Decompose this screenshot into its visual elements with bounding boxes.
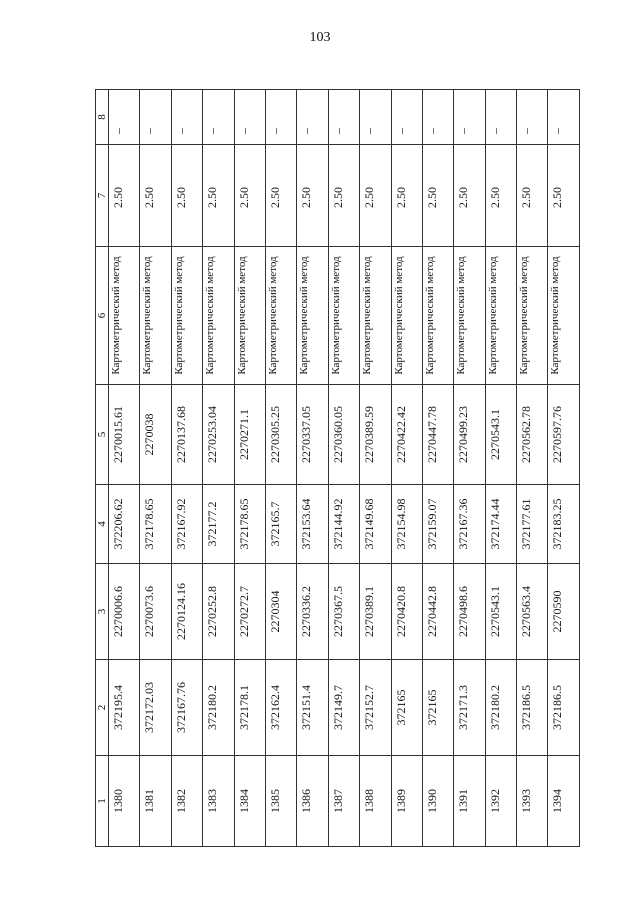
table-header-row <box>96 90 109 847</box>
table-cell: 372159.07 <box>422 485 453 564</box>
table-cell: 1392 <box>485 756 516 847</box>
table-cell: 2270253.04 <box>203 385 234 485</box>
table-cell: 1380 <box>109 756 140 847</box>
table-cell: 372152.7 <box>360 660 391 756</box>
table-cell: – <box>171 90 202 145</box>
table-cell: Картометрический метод <box>548 247 580 385</box>
table-cell: 2.50 <box>360 145 391 247</box>
table-row <box>171 90 202 847</box>
table-cell: 372177.2 <box>203 485 234 564</box>
table-cell: – <box>517 90 548 145</box>
table-cell: 2270420.8 <box>391 564 422 660</box>
table-cell: – <box>265 90 296 145</box>
table-cell: Картометрический метод <box>109 247 140 385</box>
table-cell: Картометрический метод <box>328 247 359 385</box>
table-cell: 2270590 <box>548 564 580 660</box>
table-cell: 372174.44 <box>485 485 516 564</box>
column-header-8: 8 <box>96 90 109 145</box>
table-cell: 372180.2 <box>485 660 516 756</box>
table-cell: 2270389.59 <box>360 385 391 485</box>
table-cell: 372144.92 <box>328 485 359 564</box>
table-cell: 2.50 <box>485 145 516 247</box>
coordinates-table <box>95 89 580 847</box>
table-cell: 372171.3 <box>454 660 485 756</box>
table-cell: 2270367.5 <box>328 564 359 660</box>
table-cell: 372206.62 <box>109 485 140 564</box>
table-row <box>109 90 140 847</box>
table-cell: 2270498.6 <box>454 564 485 660</box>
table-row <box>328 90 359 847</box>
column-header-7: 7 <box>96 145 109 247</box>
table-cell: 372149.68 <box>360 485 391 564</box>
column-header-2: 2 <box>96 660 109 756</box>
table-cell: – <box>140 90 171 145</box>
table-row <box>203 90 234 847</box>
table-cell: – <box>548 90 580 145</box>
table-row <box>548 90 580 847</box>
table-cell: 2270038 <box>140 385 171 485</box>
table-cell: 372167.36 <box>454 485 485 564</box>
table-cell: 2.50 <box>391 145 422 247</box>
table-cell: 2270305.25 <box>265 385 296 485</box>
table-cell: 2270543.1 <box>485 385 516 485</box>
table-cell: 2270272.7 <box>234 564 265 660</box>
table-row <box>422 90 453 847</box>
table-cell: – <box>234 90 265 145</box>
table-cell: 372149.7 <box>328 660 359 756</box>
table-cell: 1386 <box>297 756 328 847</box>
table-cell: 2270597.76 <box>548 385 580 485</box>
table-cell: 372167.76 <box>171 660 202 756</box>
table-cell: 2270499.23 <box>454 385 485 485</box>
table-cell: 2270360.05 <box>328 385 359 485</box>
table-cell: 2270336.2 <box>297 564 328 660</box>
table-cell: 2.50 <box>454 145 485 247</box>
table-row <box>265 90 296 847</box>
table-cell: 2270015.61 <box>109 385 140 485</box>
page-number: 103 <box>309 30 331 45</box>
table-cell: 2.50 <box>109 145 140 247</box>
table-cell: 372178.1 <box>234 660 265 756</box>
column-header-5: 5 <box>96 385 109 485</box>
table-cell: 1382 <box>171 756 202 847</box>
table-cell: 372186.5 <box>517 660 548 756</box>
column-header-3: 3 <box>96 564 109 660</box>
table-row <box>454 90 485 847</box>
table-cell: 1384 <box>234 756 265 847</box>
table-cell: 2270447.78 <box>422 385 453 485</box>
table-cell: 2.50 <box>234 145 265 247</box>
table-cell: 2.50 <box>328 145 359 247</box>
table-cell: 1390 <box>422 756 453 847</box>
column-header-4: 4 <box>96 485 109 564</box>
table-cell: Картометрический метод <box>297 247 328 385</box>
table-cell: 1389 <box>391 756 422 847</box>
table-cell: 2.50 <box>171 145 202 247</box>
table-cell: 1391 <box>454 756 485 847</box>
table-cell: 372162.4 <box>265 660 296 756</box>
table-cell: Картометрический метод <box>171 247 202 385</box>
table-cell: 2270389.1 <box>360 564 391 660</box>
table-cell: – <box>297 90 328 145</box>
table-cell: 372186.5 <box>548 660 580 756</box>
table-cell: 372177.61 <box>517 485 548 564</box>
table-cell: 372165 <box>422 660 453 756</box>
table-cell: – <box>454 90 485 145</box>
table-cell: 2270563.4 <box>517 564 548 660</box>
table-cell: – <box>360 90 391 145</box>
table-cell: 1393 <box>517 756 548 847</box>
table-cell: – <box>391 90 422 145</box>
table-row <box>517 90 548 847</box>
table-cell: 1385 <box>265 756 296 847</box>
table-cell: – <box>328 90 359 145</box>
table-cell: Картометрический метод <box>234 247 265 385</box>
table-cell: 372172.03 <box>140 660 171 756</box>
table-cell: 2270304 <box>265 564 296 660</box>
table-cell: 2.50 <box>265 145 296 247</box>
table-cell: 2.50 <box>203 145 234 247</box>
table-cell: – <box>203 90 234 145</box>
table-cell: 372183.25 <box>548 485 580 564</box>
table-cell: 2270006.6 <box>109 564 140 660</box>
table-cell: 2.50 <box>297 145 328 247</box>
table-cell: 372154.98 <box>391 485 422 564</box>
table-cell: 372165 <box>391 660 422 756</box>
table-row <box>391 90 422 847</box>
table-cell: Картометрический метод <box>517 247 548 385</box>
table-cell: 372153.64 <box>297 485 328 564</box>
table-cell: – <box>109 90 140 145</box>
table-row <box>297 90 328 847</box>
table-cell: 1381 <box>140 756 171 847</box>
table-cell: 2270271.1 <box>234 385 265 485</box>
table-cell: Картометрический метод <box>485 247 516 385</box>
column-header-6: 6 <box>96 247 109 385</box>
table-cell: Картометрический метод <box>422 247 453 385</box>
table-cell: Картометрический метод <box>360 247 391 385</box>
table-cell: Картометрический метод <box>140 247 171 385</box>
table-cell: 2270137.68 <box>171 385 202 485</box>
table-cell: Картометрический метод <box>203 247 234 385</box>
table-cell: 2.50 <box>422 145 453 247</box>
table-cell: 2.50 <box>548 145 580 247</box>
column-header-1: 1 <box>96 756 109 847</box>
table-cell: 1387 <box>328 756 359 847</box>
table-cell: 2270543.1 <box>485 564 516 660</box>
table-row <box>360 90 391 847</box>
table-cell: 2.50 <box>140 145 171 247</box>
table-cell: 372180.2 <box>203 660 234 756</box>
table-cell: 2.50 <box>517 145 548 247</box>
table-cell: 372151.4 <box>297 660 328 756</box>
table-cell: 2270252.8 <box>203 564 234 660</box>
table-cell: 2270562.78 <box>517 385 548 485</box>
table-row <box>140 90 171 847</box>
table-cell: 372178.65 <box>234 485 265 564</box>
table-cell: Картометрический метод <box>391 247 422 385</box>
table-row <box>485 90 516 847</box>
table-cell: 372178.65 <box>140 485 171 564</box>
table-cell: Картометрический метод <box>454 247 485 385</box>
table-cell: 2270442.8 <box>422 564 453 660</box>
table-cell: 1383 <box>203 756 234 847</box>
table-cell: 372167.92 <box>171 485 202 564</box>
table-body <box>109 90 580 847</box>
table-cell: 372195.4 <box>109 660 140 756</box>
table-cell: – <box>485 90 516 145</box>
table-cell: 372165.7 <box>265 485 296 564</box>
table-cell: 1394 <box>548 756 580 847</box>
table-cell: Картометрический метод <box>265 247 296 385</box>
table-cell: 2270073.6 <box>140 564 171 660</box>
table-cell: 2270124.16 <box>171 564 202 660</box>
table-row <box>234 90 265 847</box>
table-cell: 1388 <box>360 756 391 847</box>
rotated-table-container <box>95 90 580 847</box>
table-cell: – <box>422 90 453 145</box>
table-cell: 2270337.05 <box>297 385 328 485</box>
table-cell: 2270422.42 <box>391 385 422 485</box>
